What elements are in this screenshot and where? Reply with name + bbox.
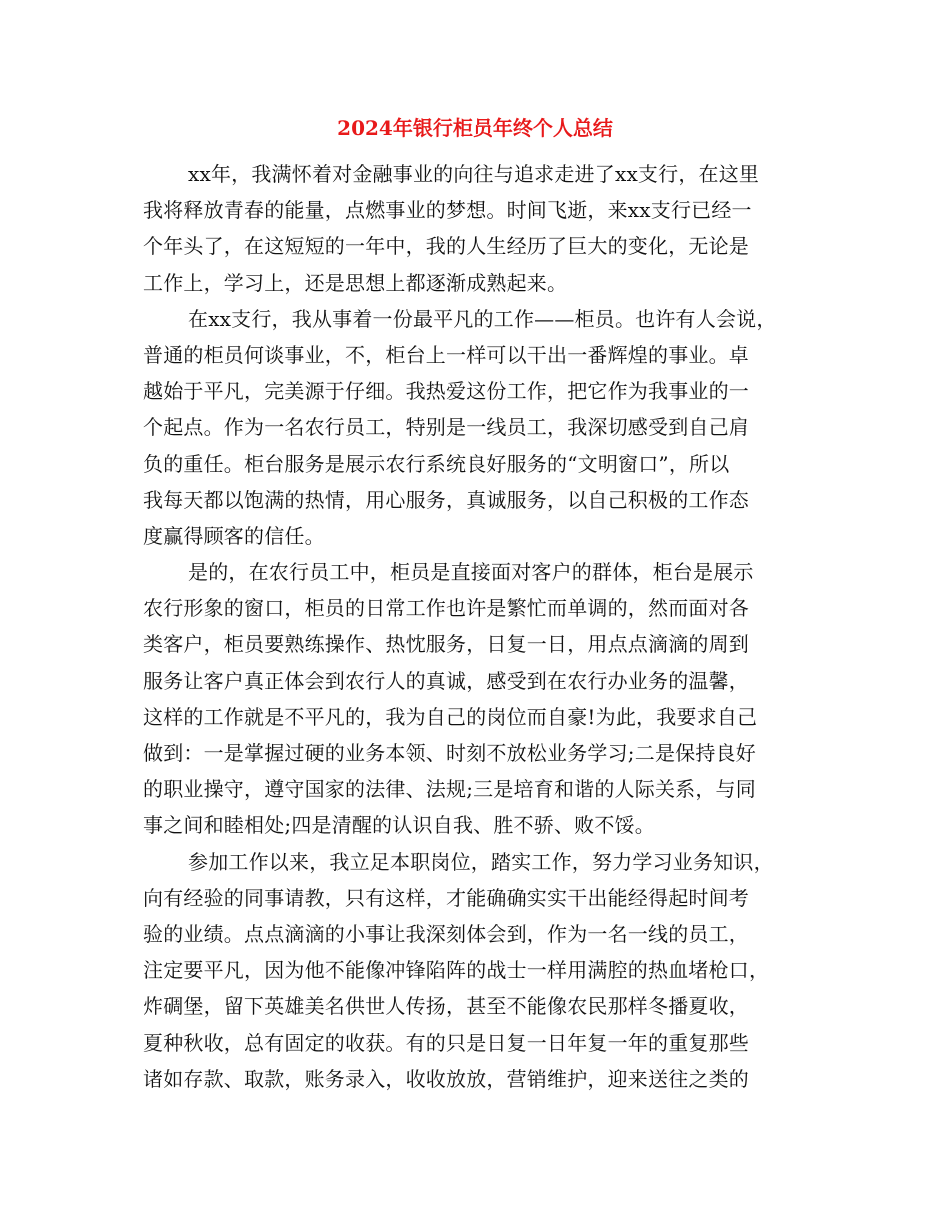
paragraph-line: 我每天都以饱满的热情，用心服务，真诚服务，以自己积极的工作态 [143, 487, 749, 512]
document-title: 2024年银行柜员年终个人总结 [337, 116, 613, 140]
paragraph-line: 是的，在农行员工中，柜员是直接面对客户的群体，柜台是展示 [188, 560, 754, 585]
paragraph-line: xx年，我满怀着对金融事业的向往与追求走进了xx支行，在这里 [188, 162, 760, 186]
paragraph-line: 普通的柜员何谈事业，不，柜台上一样可以干出一番辉煌的事业。卓 [143, 342, 749, 367]
paragraph-line: 炸碉堡，留下英雄美名供世人传扬，甚至不能像农民那样冬播夏收， [143, 994, 749, 1019]
paragraph-line: 度赢得顾客的信任。 [143, 523, 325, 548]
paragraph-line: 做到：一是掌握过硬的业务本领、时刻不放松业务学习;二是保持良好 [143, 741, 756, 765]
paragraph-1 [143, 156, 813, 301]
paragraph-line: 参加工作以来，我立足本职岗位，踏实工作，努力学习业务知识， [188, 849, 774, 874]
paragraph-line: 工作上，学习上，还是思想上都逐渐成熟起来。 [143, 270, 568, 295]
document-body [143, 156, 813, 1097]
paragraph-line: 注定要平凡，因为他不能像冲锋陷阵的战士一样用满腔的热血堵枪口， [143, 958, 770, 983]
paragraph-2 [143, 301, 813, 554]
paragraph-line: 夏种秋收，总有固定的收获。有的只是日复一日年复一年的重复那些 [143, 1030, 749, 1055]
paragraph-line: 诸如存款、取款，账务录入，收收放放，营销维护，迎来送往之类的 [143, 1066, 749, 1091]
paragraph-line: 越始于平凡，完美源于仔细。我热爱这份工作，把它作为我事业的一 [143, 379, 749, 404]
paragraph-line: 个起点。作为一名农行员工，特别是一线员工，我深切感受到自己肩 [143, 415, 749, 440]
paragraph-line: 的职业操守，遵守国家的法律、法规;三是培育和谐的人际关系，与同 [143, 777, 756, 802]
paragraph-line: 向有经验的同事请教，只有这样，才能确确实实干出能经得起时间考 [143, 885, 749, 910]
paragraph-line: 我将释放青春的能量，点燃事业的梦想。时间飞逝，来xx支行已经一 [143, 198, 752, 223]
paragraph-line: 验的业绩。点点滴滴的小事让我深刻体会到，作为一名一线的员工， [143, 921, 749, 946]
paragraph-3 [143, 554, 813, 844]
paragraph-4 [143, 844, 813, 1097]
paragraph-line: 这样的工作就是不平凡的，我为自己的岗位而自豪!为此，我要求自己 [143, 704, 758, 729]
paragraph-line: 在xx支行，我从事着一份最平凡的工作——柜员。也许有人会说， [188, 306, 777, 331]
paragraph-line: 服务让客户真正体会到农行人的真诚，感受到在农行办业务的温馨， [143, 668, 749, 693]
paragraph-line: 事之间和睦相处;四是清醒的认识自我、胜不骄、败不馁。 [143, 813, 655, 838]
paragraph-line: 个年头了，在这短短的一年中，我的人生经历了巨大的变化，无论是 [143, 234, 749, 259]
paragraph-line: 农行形象的窗口，柜员的日常工作也许是繁忙而单调的，然而面对各 [143, 596, 749, 621]
paragraph-line: 负的重任。柜台服务是展示农行系统良好服务的“文明窗口”，所以 [143, 451, 730, 476]
paragraph-line: 类客户，柜员要熟练操作、热忱服务，日复一日，用点点滴滴的周到 [143, 632, 749, 657]
